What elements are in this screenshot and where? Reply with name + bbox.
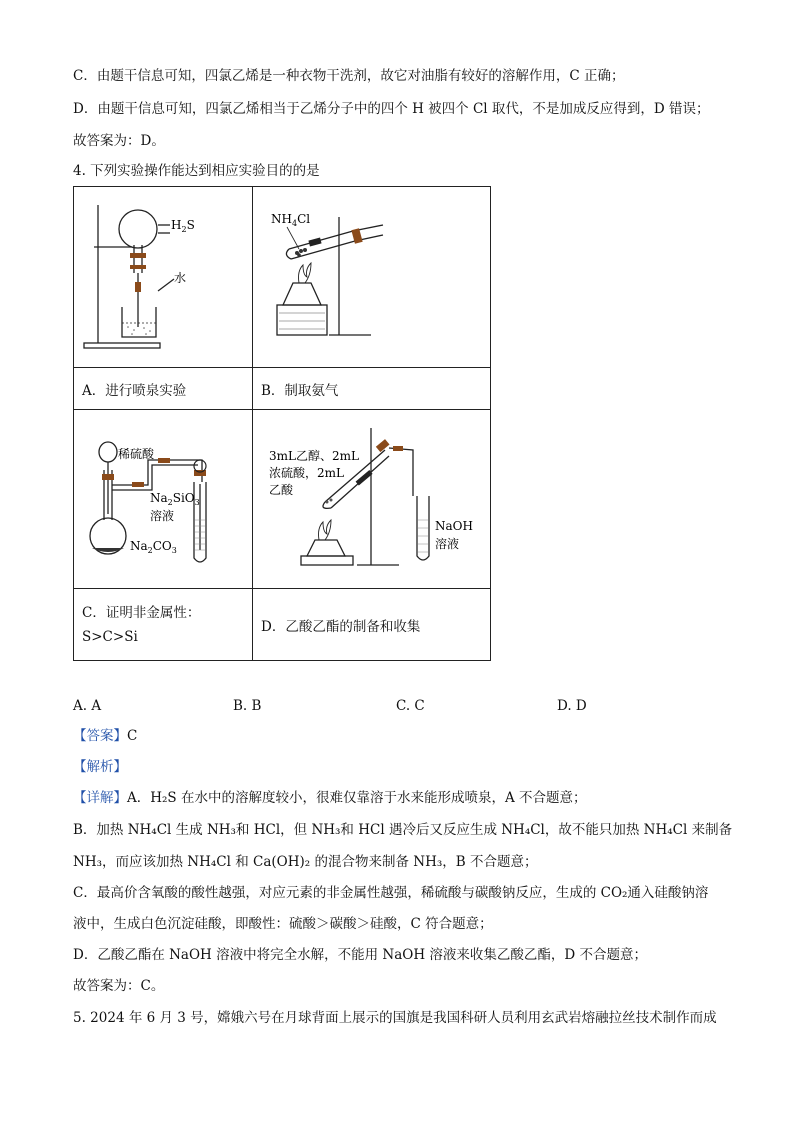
question-5-stem: 5. 2024 年 6 月 3 号，嫦娥六号在月球背面上展示的国旗是我国科研人员利用玄武岩熔融拉丝技术制作而成	[73, 1010, 717, 1026]
label-reagents-3: 乙酸	[269, 483, 294, 497]
label-h2s: $H_2S$	[171, 218, 195, 234]
label-solution: 溶液	[150, 509, 175, 523]
option-b: B. B	[233, 698, 262, 714]
cell-d-figure	[253, 410, 491, 589]
cell-b-caption: B．制取氨气	[253, 368, 491, 410]
label-na2co3: $Na_2CO_3$	[130, 539, 177, 555]
acidity-apparatus-figure	[74, 410, 252, 584]
cell-b-figure	[253, 187, 491, 368]
explain-answer: 故答案为：C。	[73, 978, 165, 994]
fountain-apparatus-figure	[74, 187, 252, 363]
ammonia-apparatus-figure	[253, 187, 490, 363]
label-reagents-2: 浓硫酸，2mL	[269, 466, 344, 480]
label-reagents-1: 3mL乙醇、2mL	[269, 449, 359, 463]
option-a: A. A	[73, 698, 102, 714]
answer-line	[73, 726, 137, 746]
option-d: D. D	[557, 698, 587, 714]
label-nh4cl: $NH_4Cl$	[271, 212, 311, 228]
label-dilute-sulfuric: 稀硫酸	[118, 447, 155, 461]
explain-a: A．H₂S 在水中的溶解度较小，很难仅靠溶于水来能形成喷泉，A 不合题意；	[127, 790, 587, 806]
explain-c-1: C．最高价含氧酸的酸性越强，对应元素的非金属性越强，稀硫酸与碳酸钠反应，生成的 CO₂通入硅酸钠溶	[73, 885, 709, 901]
explain-a-line	[73, 788, 587, 808]
experiment-table	[73, 186, 491, 661]
label-naoh: NaOH	[435, 519, 473, 533]
label-naoh-solution: 溶液	[435, 537, 460, 551]
detail-tag: 【详解】	[73, 790, 127, 806]
label-na2sio3: $Na_2SiO_3$	[150, 491, 200, 507]
cell-c-caption: C．证明非金属性： S>C>Si	[74, 589, 253, 661]
cell-a-figure	[74, 187, 253, 368]
question-4-stem: 4. 下列实验操作能达到相应实验目的的是	[73, 163, 320, 179]
explain-b-1: B．加热 NH₄Cl 生成 NH₃和 HCl，但 NH₃和 HCl 遇冷后又反应生成 NH₄Cl，故不能只加热 NH₄Cl 来制备	[73, 822, 733, 838]
prev-option-c: C．由题干信息可知，四氯乙烯是一种衣物干洗剂，故它对油脂有较好的溶解作用，C 正确；	[73, 68, 625, 84]
answer-value: C	[127, 728, 138, 744]
prev-option-d: D．由题干信息可知，四氯乙烯相当于乙烯分子中的四个 H 被四个 Cl 取代，不是加成反应得到，D 错误；	[73, 101, 710, 117]
cell-c-figure	[74, 410, 253, 589]
label-water: 水	[174, 271, 187, 285]
analysis-tag: 【解析】	[73, 759, 127, 775]
ester-apparatus-figure	[253, 410, 490, 584]
explain-b-2: NH₃，而应该加热 NH₄Cl 和 Ca(OH)₂ 的混合物来制备 NH₃，B 不合题意；	[73, 854, 538, 870]
answer-tag: 【答案】	[73, 728, 127, 744]
explain-c-2: 液中，生成白色沉淀硅酸，即酸性：硫酸＞碳酸＞硅酸，C 符合题意；	[73, 916, 493, 932]
explain-d: D．乙酸乙酯在 NaOH 溶液中将完全水解，不能用 NaOH 溶液来收集乙酸乙酯，D 不合题意；	[73, 947, 648, 963]
option-c: C. C	[396, 698, 425, 714]
cell-d-caption: D．乙酸乙酯的制备和收集	[253, 589, 491, 661]
cell-a-caption: A．进行喷泉实验	[74, 368, 253, 410]
prev-answer: 故答案为：D。	[73, 133, 165, 149]
